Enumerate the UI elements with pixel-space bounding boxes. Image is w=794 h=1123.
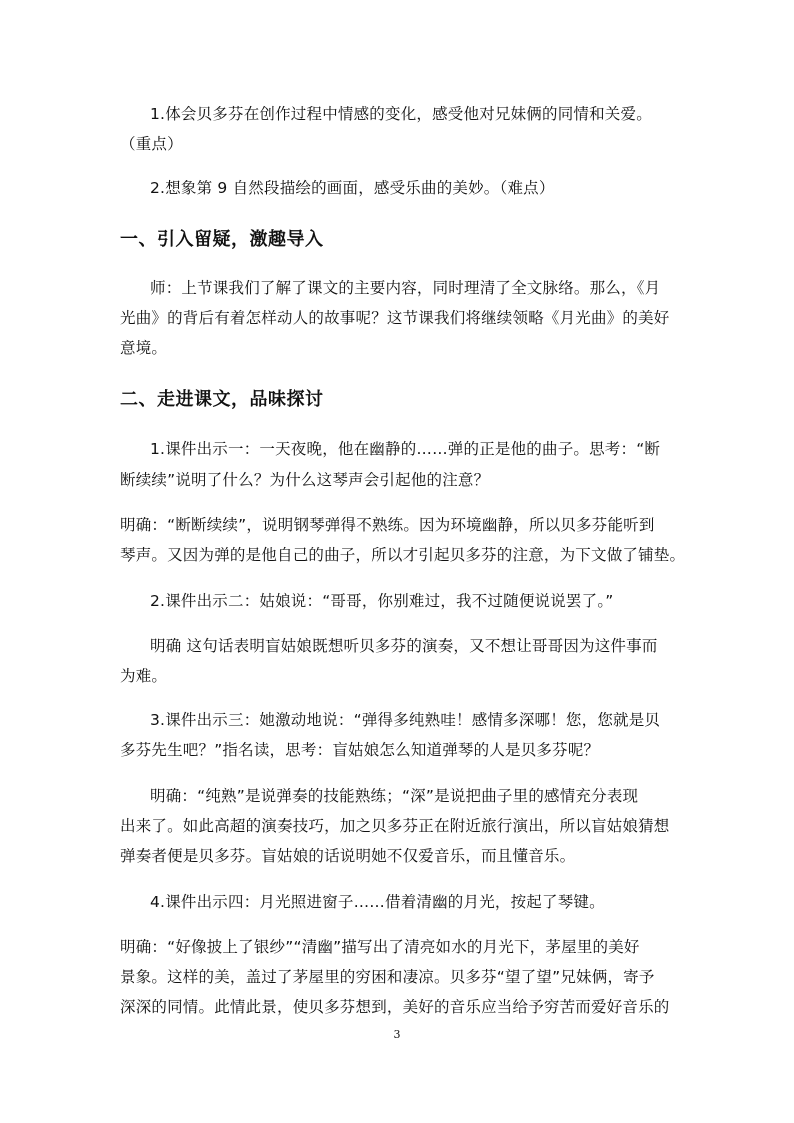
answer-4-line-3: 深深的同情。此情此景，使贝多芬想到，美好的音乐应当给予穷苦而爱好音乐的 — [120, 998, 670, 1016]
answer-2-line-1: 明确 这句话表明盲姑娘既想听贝多芬的演奏，又不想让哥哥因为这件事而 — [150, 637, 658, 655]
section-2-heading: 二、走进课文，品味探讨 — [120, 389, 324, 410]
answer-1-line-2: 琴声。又因为弹的是他自己的曲子，所以才引起贝多芬的注意，为下文做了铺垫。 — [120, 546, 686, 564]
section-1-heading: 一、引入留疑，激趣导入 — [120, 229, 324, 250]
intro-paragraph-line-1: 师：上节课我们了解了课文的主要内容，同时理清了全文脉络。那么，《月 — [150, 279, 661, 297]
slide-2: 2.课件出示二：姑娘说：“哥哥，你别难过，我不过随便说说罢了。” — [150, 592, 614, 610]
goal-2: 2.想象第 9 自然段描绘的画面，感受乐曲的美妙。（难点） — [150, 179, 555, 197]
intro-paragraph-line-3: 意境。 — [120, 339, 168, 357]
answer-3-line-3: 弹奏者便是贝多芬。盲姑娘的话说明她不仅爱音乐，而且懂音乐。 — [120, 847, 576, 865]
goal-1-line-2: （重点） — [120, 135, 183, 153]
answer-3-line-1: 明确：“纯熟”是说弹奏的技能熟练；“深”是说把曲子里的感情充分表现 — [150, 787, 639, 805]
answer-4-line-1: 明确：“好像披上了银纱”“清幽”描写出了清亮如水的月光下，茅屋里的美好 — [120, 938, 640, 956]
slide-1-line-2: 断续续”说明了什么？为什么这琴声会引起他的注意？ — [120, 471, 490, 489]
slide-1-line-1: 1.课件出示一：一天夜晚，他在幽静的……弹的正是他的曲子。思考：“断 — [150, 440, 661, 458]
slide-4: 4.课件出示四：月光照进窗子……借着清幽的月光，按起了琴键。 — [150, 893, 605, 911]
intro-paragraph-line-2: 光曲》的背后有着怎样动人的故事呢？这节课我们将继续领略《月光曲》的美好 — [120, 309, 670, 327]
answer-3-line-2: 出来了。如此高超的演奏技巧，加之贝多芬正在附近旅行演出，所以盲姑娘猜想 — [120, 817, 670, 835]
goal-1-line-1: 1.体会贝多芬在创作过程中情感的变化，感受他对兄妹俩的同情和关爱。 — [150, 105, 652, 123]
page-number: 3 — [393, 1028, 401, 1041]
answer-4-line-2: 景象。这样的美，盖过了茅屋里的穷困和凄凉。贝多芬“望了望”兄妹俩，寄予 — [120, 968, 655, 986]
slide-3-line-2: 多芬先生吧？”指名读，思考：盲姑娘怎么知道弹琴的人是贝多芬呢？ — [120, 741, 600, 759]
answer-2-line-2: 为难。 — [120, 667, 168, 685]
slide-3-line-1: 3.课件出示三：她激动地说：“弹得多纯熟哇！感情多深哪！您，您就是贝 — [150, 711, 661, 729]
answer-1-line-1: 明确：“断断续续”，说明钢琴弹得不熟练。因为环境幽静，所以贝多芬能听到 — [120, 516, 655, 534]
